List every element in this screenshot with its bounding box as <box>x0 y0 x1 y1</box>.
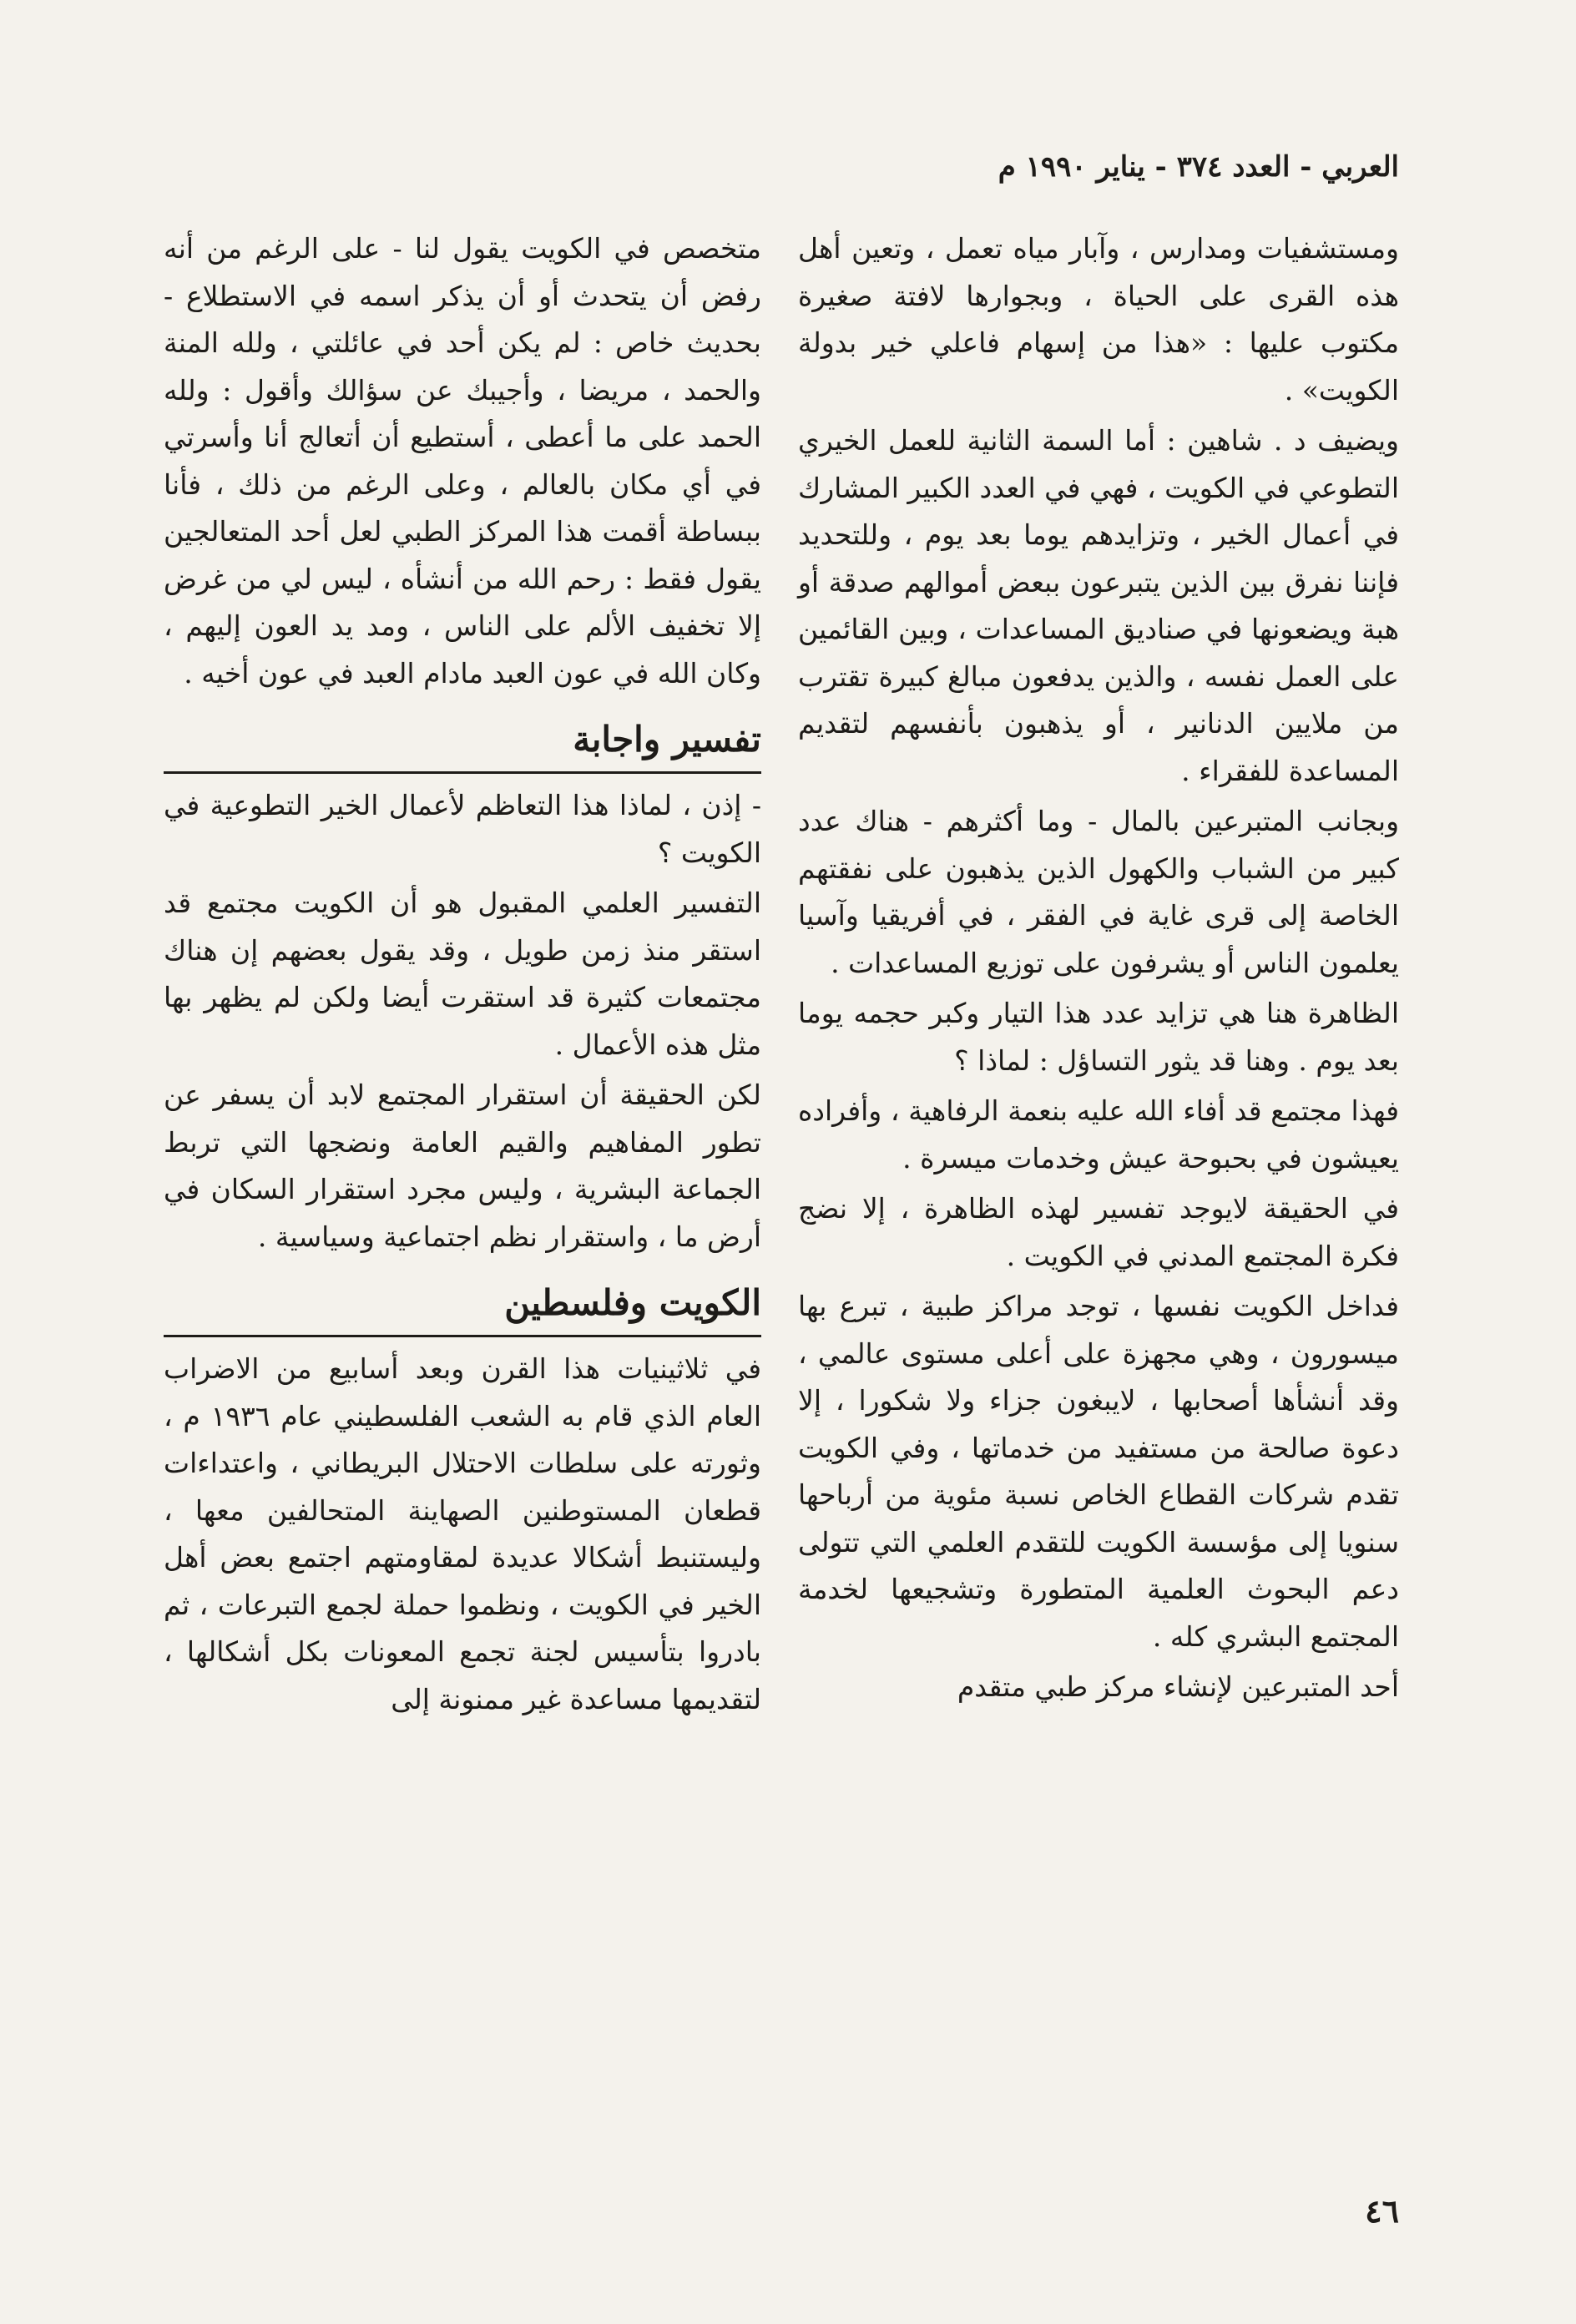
paragraph: - إذن ، لماذا هذا التعاظم لأعمال الخير التطوعية في الكويت ؟ <box>164 789 761 869</box>
paragraph: في الحقيقة لايوجد تفسير لهذه الظاهرة ، إلا نضج فكرة المجتمع المدني في الكويت . <box>798 1192 1399 1272</box>
page-number: ٤٦ <box>1365 2192 1399 2230</box>
paragraph: لكن الحقيقة أن استقرار المجتمع لابد أن يسفر عن تطور المفاهيم والقيم العامة ونضجها التي تربط الجماعة البشرية ، وليس مجرد استقرار السكان في أرض ما ، واستقرار نظم اجتماعية وسياسية . <box>164 1079 761 1253</box>
paragraph: فداخل الكويت نفسها ، توجد مراكز طبية ، تبرع بها ميسورون ، وهي مجهزة على أعلى مستوى عالمي ، وقد أنشأها أصحابها ، لايبغون جزاء ولا شكورا ، إلا دعوة صالحة من مستفيد من خدماتها ، وفي الكويت تقدم شركات القطاع الخاص نسبة مئوية من أرباحها سنويا إلى مؤسسة الكويت للتقدم العلمي التي تتولى دعم البحوث العلمية المتطورة وتشجيعها لخدمة المجتمع البشري كله . <box>798 1290 1399 1653</box>
paragraph: التفسير العلمي المقبول هو أن الكويت مجتمع قد استقر منذ زمن طويل ، وقد يقول بعضهم إن هناك مجتمعات كثيرة قد استقرت أيضا ولكن لم يظهر بها مثل هذه الأعمال . <box>164 887 761 1061</box>
section-heading: الكويت وفلسطين <box>164 1282 761 1337</box>
paragraph: فهذا مجتمع قد أفاء الله عليه بنعمة الرفاهية ، وأفراده يعيشون في بحبوحة عيش وخدمات ميسرة . <box>798 1094 1399 1175</box>
paragraph: الظاهرة هنا هي تزايد عدد هذا التيار وكبر حجمه يوما بعد يوم . وهنا قد يثور التساؤل : لماذا ؟ <box>798 997 1399 1077</box>
section-heading: تفسير واجابة <box>164 719 761 774</box>
left-column <box>164 225 761 1726</box>
paragraph: متخصص في الكويت يقول لنا - على الرغم من أنه رفض أن يتحدث أو أن يذكر اسمه في الاستطلاع - بحديث خاص : لم يكن أحد في عائلتي ، ولله المنة والحمد ، مريضا ، وأجيبك عن سؤالك وأقول : ولله الحمد على ما أعطى ، أستطيع أن أتعالج أنا وأسرتي في أي مكان بالعالم ، وعلى الرغم من ذلك ، فأنا ببساطة أقمت هذا المركز الطبي لعل أحد المتعالجين يقول فقط : رحم الله من أنشأه ، ليس لي من غرض إلا تخفيف الألم على الناس ، ومد يد العون إليهم ، وكان الله في عون العبد مادام العبد في عون أخيه . <box>164 232 761 690</box>
paragraph: في ثلاثينيات هذا القرن وبعد أسابيع من الاضراب العام الذي قام به الشعب الفلسطيني عام ١٩٣٦ م ، وثورته على سلطات الاحتلال البريطاني ، واعتداءات قطعان المستوطنين الصهاينة المتحالفين معها ، وليستنبط أشكالا عديدة لمقاومتهم اجتمع بعض أهل الخير في الكويت ، ونظموا حملة لجمع التبرعات ، ثم بادروا بتأسيس لجنة تجمع المعونات بكل أشكالها ، لتقديمها مساعدة غير ممنونة إلى <box>164 1352 761 1715</box>
paragraph: أحد المتبرعين لإنشاء مركز طبي متقدم <box>957 1670 1399 1703</box>
running-header: العربي - العدد ٣٧٤ - يناير ١٩٩٠ م <box>998 150 1399 184</box>
paragraph: ويضيف د . شاهين : أما السمة الثانية للعمل الخيري التطوعي في الكويت ، فهي في العدد الكبير المشارك في أعمال الخير ، وتزايدهم يوما بعد يوم ، وللتحديد فإننا نفرق بين الذين يتبرعون ببعض أموالهم صدقة أو هبة ويضعونها في صناديق المساعدات ، وبين القائمين على العمل نفسه ، والذين يدفعون مبالغ كبيرة تقترب من ملايين الدنانير ، أو يذهبون بأنفسهم لتقديم المساعدة للفقراء . <box>798 424 1399 787</box>
right-column <box>798 225 1399 1715</box>
paragraph: ومستشفيات ومدارس ، وآبار مياه تعمل ، وتعين أهل هذه القرى على الحياة ، وبجوارها لافتة صغيرة مكتوب عليها : «هذا من إسهام فاعلي خير بدولة الكويت» . <box>798 232 1399 407</box>
paragraph: وبجانب المتبرعين بالمال - وما أكثرهم - هناك عدد كبير من الشباب والكهول الذين يذهبون على نفقتهم الخاصة إلى قرى غاية في الفقر ، في أفريقيا وآسيا يعلمون الناس أو يشرفون على توزيع المساعدات . <box>798 805 1399 979</box>
